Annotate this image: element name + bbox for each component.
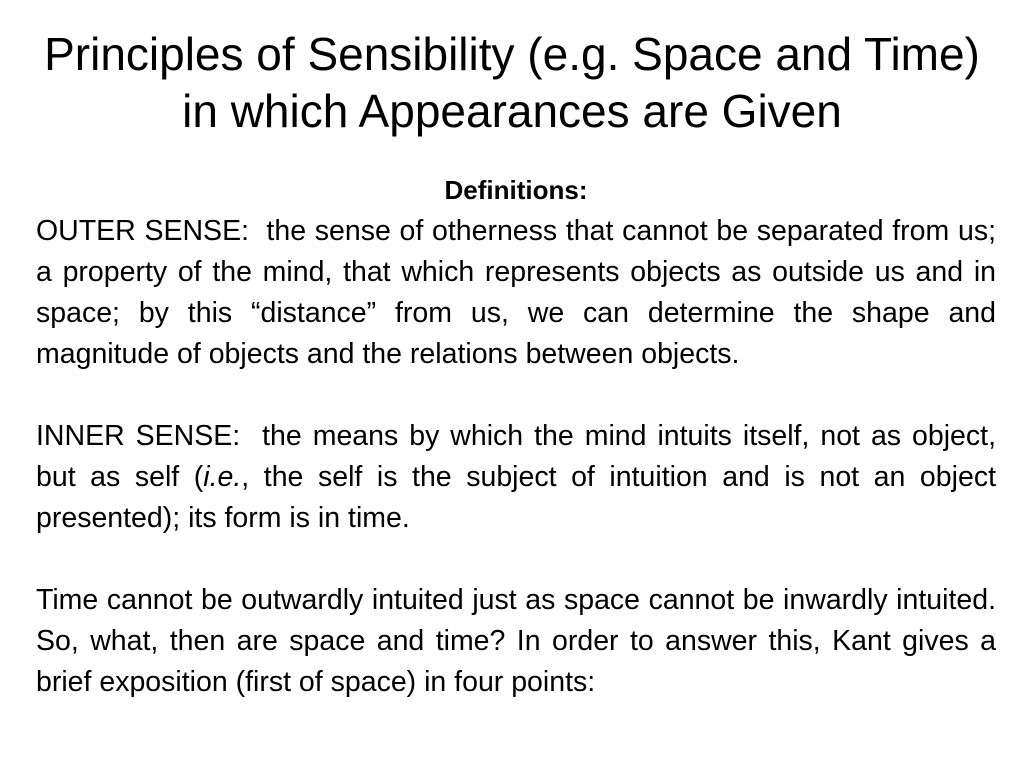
inner-sense-definition	[36, 416, 996, 539]
outer-sense-text: the sense of otherness that cannot be separated from us; a property of the mind, that which represents objects as outside us and in space; by this “distance” from us, we can determine the shape and magnitude of objects and the relations between objects.	[36, 215, 996, 370]
paragraph-spacer	[36, 539, 996, 580]
slide-content	[36, 170, 996, 703]
definitions-heading: Definitions:	[444, 175, 588, 205]
inner-sense-text-before: the means by which the mind intuits itself, not as object, but as self (	[36, 420, 996, 493]
inner-sense-italic: i.e.	[203, 461, 242, 493]
inner-sense-text-after: , the self is the subject of intuition and is not an object presented); its form is in time.	[36, 461, 996, 534]
time-paragraph: Time cannot be outwardly intuited just as space cannot be inwardly intuited. So, what, then are space and time? In order to answer this, Kant gives a brief exposition (first of space) in four points:	[36, 584, 996, 698]
inner-sense-label: INNER SENSE:	[36, 420, 241, 452]
slide-title: Principles of Sensibility (e.g. Space and Time) in which Appearances are Given	[44, 28, 980, 137]
outer-sense-definition	[36, 211, 996, 375]
paragraph-spacer	[36, 375, 996, 416]
outer-sense-label: OUTER SENSE:	[36, 215, 249, 247]
